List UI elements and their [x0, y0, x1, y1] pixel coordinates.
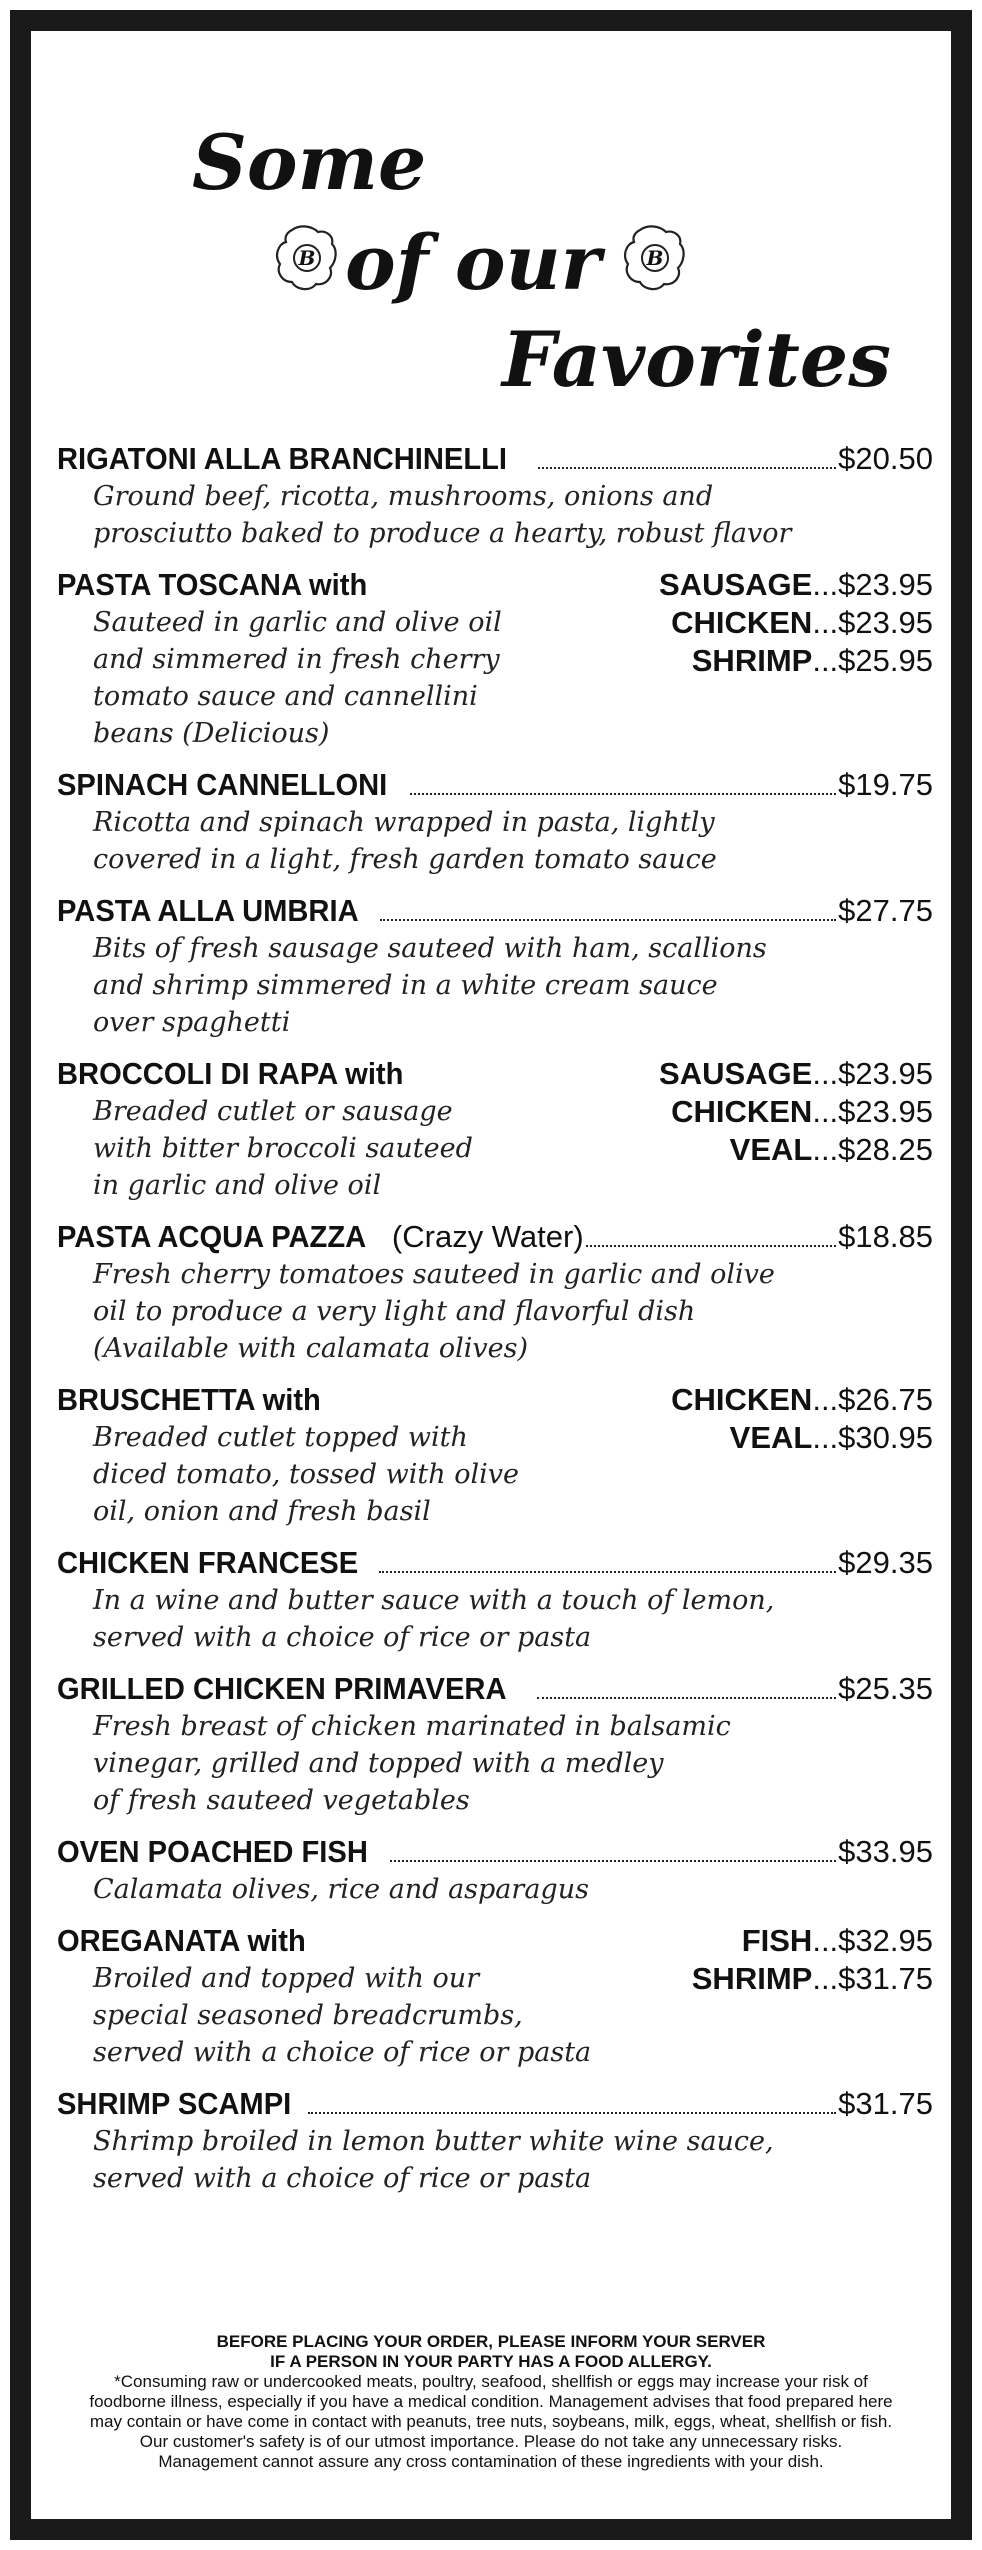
option-price: $23.95: [838, 605, 933, 640]
menu-item: [57, 766, 933, 878]
option-price: $30.95: [838, 1420, 933, 1455]
menu-items: [57, 440, 933, 2197]
option-price: $31.75: [838, 1961, 933, 1996]
item-options: CHICKEN...$26.75 VEAL...$30.95: [671, 1382, 933, 1455]
item-price: $20.50: [838, 441, 933, 476]
item-options: SAUSAGE...$23.95 CHICKEN...$23.95 SHRIMP...$25.95: [659, 567, 933, 678]
leader-dots: [390, 1860, 836, 1862]
item-options: SAUSAGE...$23.95 CHICKEN...$23.95 VEAL...$28.25: [659, 1056, 933, 1167]
item-subname: (Crazy Water): [391, 1219, 584, 1254]
menu-item: [57, 1670, 933, 1819]
menu-item: [57, 440, 933, 552]
option-price: $25.95: [838, 643, 933, 678]
allergy-heading-1: BEFORE PLACING YOUR ORDER, PLEASE INFORM YOUR SERVER: [216, 2332, 766, 2351]
item-name: SPINACH CANNELLONI: [57, 767, 388, 802]
item-price: $19.75: [838, 767, 933, 802]
item-name: OVEN POACHED FISH: [57, 1834, 368, 1869]
item-options: FISH...$32.95 SHRIMP...$31.75: [691, 1923, 933, 1996]
item-name: RIGATONI ALLA BRANCHINELLI: [57, 441, 508, 476]
item-description: Fresh breast of chicken marinated in balsamic vinegar, grilled and topped with a medley of fresh sauteed vegetables: [93, 1711, 731, 1816]
item-description: Breaded cutlet or sausage with bitter broccoli sauteed in garlic and olive oil: [93, 1096, 473, 1201]
leader-dots: [308, 2112, 836, 2114]
crest-logo-right: [620, 222, 690, 294]
allergy-heading-2: IF A PERSON IN YOUR PARTY HAS A FOOD ALLERGY.: [270, 2352, 712, 2371]
option-name: CHICKEN: [671, 1382, 813, 1417]
option-name: SAUSAGE: [659, 1056, 813, 1091]
item-description: Ground beef, ricotta, mushrooms, onions and prosciutto baked to produce a hearty, robust flavor: [93, 481, 792, 549]
consumption-warning: *Consuming raw or undercooked meats, poultry, seafood, shellfish or eggs may increase your risk of foodborne illness, especially if you have a medical condition. Management advises that food prepared here may contain or have come in contact with peanuts, tree nuts, soybeans, milk, eggs, wheat, shellfish or fish. Our customer's safety is of our utmost importance. Please do not take any unnecessary risks. Management cannot assure any cross contamination of these ingredients with your dish.: [89, 2372, 893, 2471]
item-description: Broiled and topped with our special seasoned breadcrumbs, served with a choice of rice or pasta: [93, 1963, 592, 2068]
item-description: Shrimp broiled in lemon butter white wine sauce, served with a choice of rice or pasta: [93, 2126, 774, 2194]
menu-item: [57, 2085, 933, 2197]
title-line-3: Favorites: [502, 315, 892, 404]
option-name: SHRIMP: [691, 643, 813, 678]
leader-dots: [380, 919, 836, 921]
item-description: Ricotta and spinach wrapped in pasta, lightly covered in a light, fresh garden tomato sauce: [93, 807, 717, 875]
item-name: OREGANATA with: [57, 1923, 306, 1958]
item-description: Breaded cutlet topped with diced tomato, tossed with olive oil, onion and fresh basil: [93, 1422, 519, 1527]
menu-item: [57, 1544, 933, 1656]
item-name: PASTA ALLA UMBRIA: [57, 893, 359, 928]
leader-dots: [586, 1245, 837, 1247]
item-price: $25.35: [838, 1671, 933, 1706]
leader-dots: [379, 1571, 836, 1573]
item-price: $31.75: [838, 2086, 933, 2121]
item-description: In a wine and butter sauce with a touch of lemon, served with a choice of rice or pasta: [93, 1585, 775, 1653]
option-price: $28.25: [838, 1132, 933, 1167]
item-price: $27.75: [838, 893, 933, 928]
item-name: BRUSCHETTA with: [57, 1382, 321, 1417]
option-price: $23.95: [838, 567, 933, 602]
option-name: CHICKEN: [671, 605, 813, 640]
item-name: CHICKEN FRANCESE: [57, 1545, 359, 1580]
menu-item: [57, 1922, 933, 2071]
leader-dots: [537, 1697, 836, 1699]
title-line-1: Some: [192, 118, 427, 207]
item-name: BROCCOLI DI RAPA with: [57, 1056, 404, 1091]
menu-item: [57, 892, 933, 1041]
item-price: $33.95: [838, 1834, 933, 1869]
option-name: SAUSAGE: [659, 567, 813, 602]
option-price: $23.95: [838, 1094, 933, 1129]
crest-logo-left: [272, 222, 342, 294]
menu-item: [57, 1055, 933, 1204]
option-name: VEAL: [729, 1420, 813, 1455]
item-description: Fresh cherry tomatoes sauteed in garlic and olive oil to produce a very light and flavorful dish (Available with calamata olives): [93, 1259, 775, 1364]
option-price: $26.75: [838, 1382, 933, 1417]
menu-item: [57, 1381, 933, 1530]
svg-text:B: B: [298, 246, 316, 270]
item-name: GRILLED CHICKEN PRIMAVERA: [57, 1671, 507, 1706]
allergy-notice: [50, 2332, 932, 2472]
option-name: SHRIMP: [691, 1961, 813, 1996]
svg-text:B: B: [646, 246, 664, 270]
item-name: SHRIMP SCAMPI: [57, 2086, 292, 2121]
item-description: Bits of fresh sausage sauteed with ham, scallions and shrimp simmered in a white cream sauce over spaghetti: [93, 933, 767, 1038]
item-name: PASTA ACQUA PAZZA: [57, 1219, 367, 1254]
title-line-2: of our: [345, 218, 601, 307]
option-name: VEAL: [729, 1132, 813, 1167]
leader-dots: [538, 467, 836, 469]
menu-item: [57, 566, 933, 752]
item-description: Calamata olives, rice and asparagus: [93, 1874, 589, 1905]
item-price: $29.35: [838, 1545, 933, 1580]
option-price: $32.95: [838, 1923, 933, 1958]
option-name: FISH: [741, 1923, 813, 1958]
menu-item: [57, 1218, 933, 1367]
menu-item: [57, 1833, 933, 1908]
option-name: CHICKEN: [671, 1094, 813, 1129]
item-name: PASTA TOSCANA with: [57, 567, 368, 602]
leader-dots: [410, 793, 836, 795]
item-price: $18.85: [838, 1219, 933, 1254]
option-price: $23.95: [838, 1056, 933, 1091]
item-description: Sauteed in garlic and olive oil and simmered in fresh cherry tomato sauce and cannellini beans (Delicious): [93, 607, 502, 749]
